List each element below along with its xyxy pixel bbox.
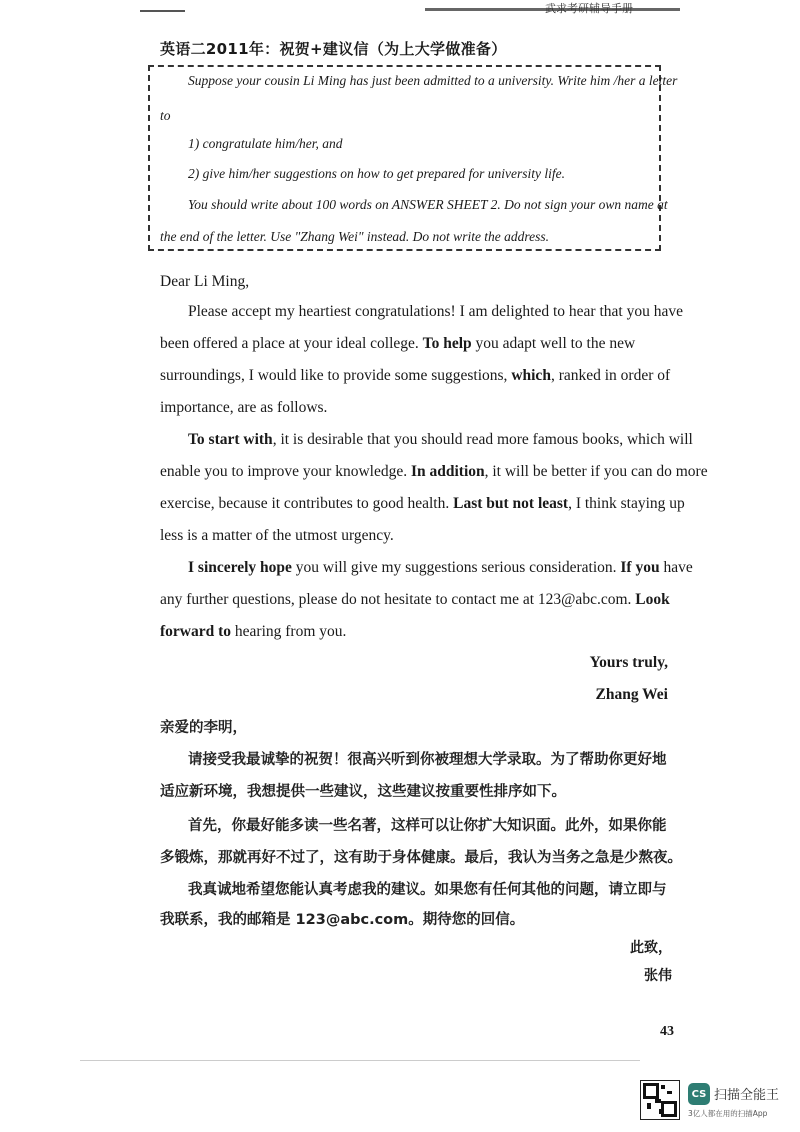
- cn-line: 适应新环境，我想提供一些建议，这些建议按重要性排序如下。: [160, 784, 566, 800]
- letter-line: forward to hearing from you.: [160, 623, 347, 640]
- scanner-app-name: 扫描全能王: [714, 1088, 780, 1103]
- cn-line: 我联系，我的邮箱是 123@abc.com。期待您的回信。: [160, 912, 525, 928]
- cn-line: 我真诚地希望您能认真考虑我的建议。如果您有任何其他的问题，请立即与: [188, 882, 667, 898]
- footer-rule: [80, 1060, 640, 1061]
- scanner-tagline: 3亿人都在用的扫描App: [688, 1109, 768, 1118]
- prompt-line: to: [160, 108, 171, 123]
- cn-signature: 张伟: [644, 968, 672, 984]
- letter-line: any further questions, please do not hesitate to contact me at 123@abc.com. Look: [160, 591, 670, 608]
- qr-code-icon: [640, 1080, 680, 1120]
- prompt-line: 1) congratulate him/her, and: [188, 136, 343, 151]
- letter-line: I sincerely hope you will give my suggestions serious consideration. If you have: [188, 559, 693, 576]
- prompt-line: 2) give him/her suggestions on how to get prepared for university life.: [188, 166, 565, 181]
- letter-line: enable you to improve your knowledge. In addition, it will be better if you can do more: [160, 463, 708, 480]
- cn-line: 多锻炼，那就再好不过了，这有助于身体健康。最后，我认为当务之急是少熬夜。: [160, 850, 682, 866]
- letter-line: less is a matter of the utmost urgency.: [160, 527, 394, 544]
- letter-closing: Yours truly,: [589, 654, 668, 671]
- cn-line: 请接受我最诚挚的祝贺！很高兴听到你被理想大学录取。为了帮助你更好地: [188, 752, 667, 768]
- cn-salutation: 亲爱的李明，: [160, 720, 247, 736]
- letter-line: exercise, because it contributes to good health. Last but not least, I think staying up: [160, 495, 685, 512]
- letter-line: importance, are as follows.: [160, 399, 328, 416]
- prompt-line: Suppose your cousin Li Ming has just been admitted to a university. Write him /her a letter: [188, 73, 678, 88]
- letter-line: surroundings, I would like to provide some suggestions, which, ranked in order of: [160, 367, 671, 384]
- header-running-title: 武求考研辅导手册: [545, 2, 633, 15]
- camscanner-logo-icon: CS: [688, 1083, 710, 1105]
- letter-salutation: Dear Li Ming,: [160, 273, 250, 290]
- prompt-line: You should write about 100 words on ANSWER SHEET 2. Do not sign your own name at: [188, 197, 668, 212]
- prompt-line: the end of the letter. Use "Zhang Wei" instead. Do not write the address.: [160, 229, 550, 244]
- letter-line: Please accept my heartiest congratulations! I am delighted to hear that you have: [188, 303, 683, 320]
- header-rule-left: [140, 10, 185, 12]
- letter-signature: Zhang Wei: [595, 686, 668, 703]
- letter-line: To start with, it is desirable that you should read more famous books, which will: [188, 431, 693, 448]
- page-number: 43: [660, 1024, 674, 1039]
- prompt-box: [148, 65, 661, 251]
- letter-line: been offered a place at your ideal college. To help you adapt well to the new: [160, 335, 636, 352]
- cn-line: 首先，你最好能多读一些名著，这样可以让你扩大知识面。此外，如果你能: [188, 818, 667, 834]
- section-title: 英语二2011年：祝贺+建议信（为上大学做准备）: [160, 40, 507, 58]
- cn-closing: 此致，: [630, 940, 672, 956]
